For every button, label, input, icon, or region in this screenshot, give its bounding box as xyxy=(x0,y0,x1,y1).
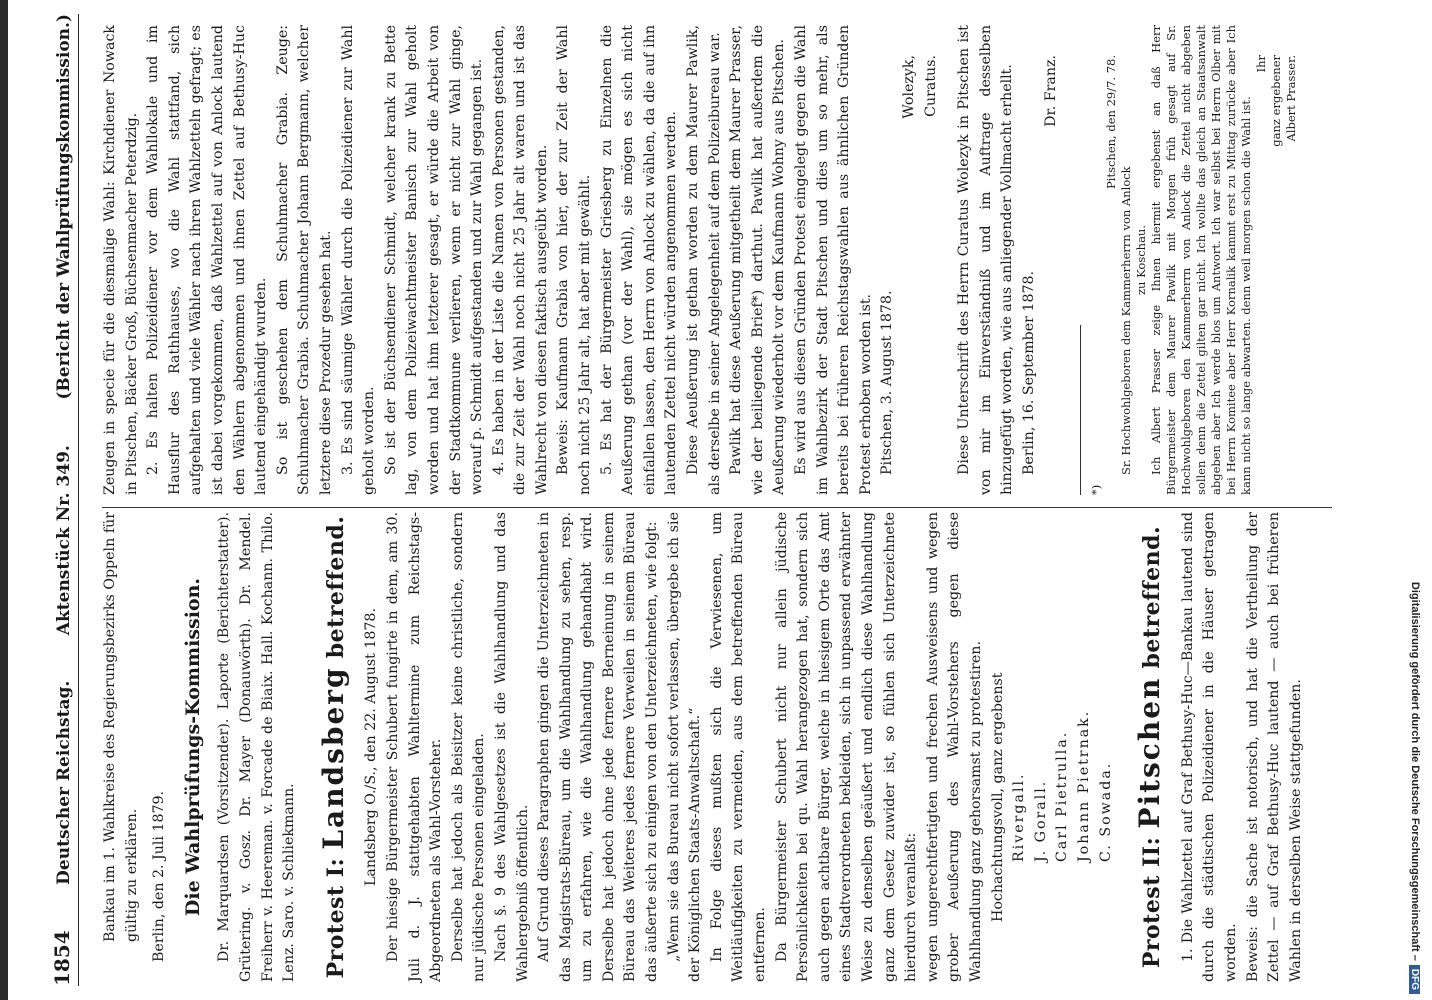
footnote-signer: Albert Prasser. xyxy=(1284,55,1299,142)
footnote-mark: *) xyxy=(1089,484,1104,495)
header-left: Deutscher Reichstag. xyxy=(54,680,74,885)
dfg-badge: DFG xyxy=(1410,965,1421,994)
footnote-body: Ich Albert Prasser zeige Ihnen hiermit ergebenst an daß Herr Bürgermeister dem Maurer Pawlik mit Morgen früh gesagt auf Sr. Hochwohlgeboren den Kammerherrn von Anlock die Zettel nicht abgeben sollen denn die Zettel gilten gar nicht. Ich wollte das gleich an Staatsanwalt abgeben aber Ich werde blos um Antwort. Ich war selbst bei Herrn Olber mit bei Herrn Komitee aber Herr Kornalik kammt erst zu Mittag zurücke aber Ich kann nicht so lange abwarten. denn weil morgen schon die Wahl ist. xyxy=(1149,25,1254,495)
footnote-date: Pitschen, den 29/7. 78. xyxy=(1104,55,1119,189)
protest2-para: 1. Die Wahlzettel auf Graf Bethusy-Huc—Bankau lautend sind durch die städtischen Polizeidiener in die Häuser getragen worden. xyxy=(1179,512,1239,982)
document-page xyxy=(20,0,1400,1000)
protest2-heading xyxy=(1133,512,1167,982)
signer: Carl Pietrulla. xyxy=(1054,730,1071,862)
protest2-para: So ist geschehen dem Schuhmacher Grabia. Zeuge: Schuhmacher Grabia. Schuhmacher Johann Bergmann, welcher letztere diese Prozedur gesehen hat. xyxy=(274,25,334,495)
protest1-para: In Folge dieses mußten sich die Verwiesenen, um Weitläufigkeiten zu vermeiden, aus dem betreffenden Büreau entfernen. xyxy=(708,512,769,982)
protest2-date: Pitschen, 3. August 1878. xyxy=(879,290,896,475)
header-center: Aktenstück Nr. 349. xyxy=(54,445,74,636)
protest1-para: Auf Grund dieses Paragraphen gingen die Unterzeichneten in das Magistrats-Büreau, um die Wahlhandlung zu sehen, resp. um zu erfahren, wie die Wahlhandlung gehandhabt wird. Derselbe hat jedoch ohne jede fernere Berneinung in seinem Büreau das Weiteres jedes fernere Verweilen in seinem Büreau das äußerte sich zu einigen von den Unterzeichneten, wie folgt: xyxy=(536,512,661,982)
protest2-para: 2. Es halten Polizeidiener vor dem Wahllokale und im Hausflur des Rathhauses, wo die Wahl stattfand, sich aufgehalten und viele Wähler nach ihren Wahlzetteln gefragt; es ist dabei vorgekommen, daß Wahlzettel auf von Anlock lautend den Wählern abgenommen und ihnen Zettel auf Bethusy-Huc lautend eingehändigt wurden. xyxy=(145,25,270,495)
protest1-closing: Hochachtungsvoll, ganz ergebenst xyxy=(989,672,1006,922)
protest1-suffix: betreffend. xyxy=(322,515,349,659)
column-divider xyxy=(102,507,1332,508)
header-right: (Bericht der Wahlprüfungskommission.) xyxy=(54,14,74,400)
footnote-closing: Ihr xyxy=(1254,55,1269,73)
footnote-addressee: Sr. Hochwohlgeboren dem Kammerherrn von Anlock xyxy=(1119,166,1134,475)
protest1-date: Landsberg O./S., den 22. August 1878. xyxy=(363,608,380,886)
signer: Rivergall. xyxy=(1011,772,1028,862)
date-line: Berlin, den 2. Juli 1879. xyxy=(151,790,168,962)
protest1-para: Da Bürgermeister Schubert nicht nur allein jüdische Persönlichkeiten bei qu. Wahl herangezogen hat, sondern sich auch gegen achtbare Bürger, welche in hiesigem Orte das Amt eines Stadtverordneten bekleiden, sich in unpassend erwähnter Weise zu denselben geäußert und endlich diese Wahlhandlung ganz dem Gesetz zuwider ist, so fühlen sich Unterzeichnete hierdurch veranlaßt: xyxy=(773,512,920,982)
protest2-para: So ist der Büchsendiener Schmidt, welcher krank zu Bette lag, von dem Polizeiwachtmeister Banisch zur Wahl geholt worden und hat ihm letzterer gesagt, er würde die Arbeit von der Stadtkommune verlieren, wenn er nicht zur Wahl ginge, worauf p. Schmidt aufgestanden und zur Wahl gegangen ist. xyxy=(382,25,486,495)
protest2-para: Zeugen in specie für die diesmalige Wahl: Kirchdiener Nowack in Pitschen, Bäcker Groß, Büchsenmacher Peterdzig. xyxy=(102,25,140,495)
commission-title: Die Wahlprüfungs-Kommission. xyxy=(181,577,204,917)
signer-name: Wolezyk, xyxy=(900,55,917,119)
footnote-closing: ganz ergebener xyxy=(1269,55,1284,147)
protest2-para: Pawlik hat diese Aeußerung mitgetheilt dem Maurer Prasser, wie der beiliegende Brief*) darthut. Pawlik hat außerdem die Aeußerung wiederholt vor dem Kaufmann Wohny aus Pitschen. xyxy=(728,25,788,495)
protest2-para: Beweis: die Sache ist notorisch, und hat die Vertheilung der Zettel — auf Graf Bethusy-Huc lautend — auch bei früheren Wahlen in derselben Weise stattgefunden. xyxy=(1244,512,1304,982)
protest1-para: Nach §. 9 des Wahlgesetzes ist die Wahlhandlung und das Wahlergebniß öffentlich. xyxy=(492,512,531,982)
commission-members: Dr. Marquardsen (Vorsitzender). Laporte (Berichterstatter). Grütering. v. Gosz. Dr. Mayer (Donauwörth). Dr. Mendel. Freiherr v. Heereman. v. Forcade de Biaix. Hall. Kochann. Thilo. Lenz. Saro. v. Schliekmann. xyxy=(216,512,298,982)
digitization-note-text: Digitalisierung gefördert durch die Deutsche Forschungsgemeinschaft – xyxy=(1409,581,1421,961)
left-column xyxy=(100,512,1307,982)
signer: J. Gorall. xyxy=(1032,779,1049,862)
protest1-heading xyxy=(316,512,350,982)
protest2-para: 5. Es hat der Bürgermeister Griesberg zu Einzelnen die Aeußerung gethan (vor der Wahl), sie mögen es sich nicht einfallen lassen, den Herrn von Anlock zu wählen, da die auf ihn lautenden Zettel nicht würden angenommen werden. xyxy=(598,25,680,495)
protest2-place: Pitschen xyxy=(1133,676,1167,829)
protest2-para: 4. Es haben in der Liste die Namen von Personen gestanden, die zur Zeit der Wahl noch nicht 25 Jahr alt waren und ist das Wahlrecht von diesen faktisch ausgeübt worden. xyxy=(490,25,550,495)
footnote-rule xyxy=(1080,325,1081,495)
protest1-label: Protest I: xyxy=(322,857,349,979)
protest1-para: Der hiesige Bürgermeister Schubert fungirte in dem, am 30. Juli d. J. stattgehabten Wahltermine zum Reichstags-Abgeordneten als Wahl-Vorsteher. xyxy=(384,512,445,982)
protest2-para: Es wird aus diesen Gründen Protest eingelegt gegen die Wahl im Wahlbezirk der Stadt Pitschen und dies um so mehr, als bereits bei früheren Reichstagswahlen aus ähnlichen Gründen Protest erhoben worden ist. xyxy=(793,25,874,495)
digitization-note xyxy=(1402,0,1428,1000)
signer-name: Dr. Franz. xyxy=(1042,55,1059,127)
page-number: 1854 xyxy=(50,930,74,986)
protest2-para: 3. Es sind säumige Wähler durch die Polizeidiener zur Wahl geholt worden. xyxy=(339,25,378,495)
protest1-para: Derselbe hat jedoch als Beisitzer keine christliche, sondern nur jüdische Personen eingeladen. xyxy=(449,512,488,982)
protest1-quote: „Wenn sie das Bureau nicht sofort verlassen, übergebe ich sie der Königlichen Staats-Anwaltschaft.“ xyxy=(665,512,704,982)
footnote xyxy=(1089,25,1299,495)
protest2-para: Beweis: Kaufmann Grabia von hier, der zur Zeit der Wahl noch nicht 25 Jahr alt, hat aber mit gewählt. xyxy=(555,25,594,495)
protest2-para: Diese Aeußerung ist gethan worden zu dem Maurer Pawlik, als derselbe in seiner Angelegenheit auf dem Polizeibureau war. xyxy=(685,25,723,495)
protest1-signers xyxy=(1009,512,1117,982)
signer-role: Curatus. xyxy=(922,55,939,117)
protest1-place: Landsberg xyxy=(316,666,350,850)
berlin-date: Berlin, 16. September 1878. xyxy=(1020,270,1037,475)
signer: Johann Pietrnak. xyxy=(1075,709,1092,862)
protest2-suffix: betreffend. xyxy=(1139,525,1166,669)
right-column xyxy=(100,25,1299,495)
page-header xyxy=(38,14,79,986)
footnote-addressee-place: zu Koschau. xyxy=(1134,225,1149,295)
protest2-label: Protest II: xyxy=(1139,836,1166,969)
scan-edge xyxy=(0,0,8,1000)
protest2-para: Diese Unterschrift des Herrn Curatus Wolezyk in Pitschen ist von mir im Einverständniß und im Auftrage desselben hinzugefügt worden, wie aus anliegender Vollmacht erhellt. xyxy=(956,25,1016,495)
signer: C. Sowada. xyxy=(1097,761,1114,862)
protest1-para: wegen ungerechtfertigten und frechen Ausweisens und wegen grober Aeußerung des Wahl-Vorstehers gegen diese Wahlhandlung ganz gehorsamst zu protestiren. xyxy=(924,512,984,982)
intro-text: Bankau im 1. Wahlkreise des Regierungsbezirks Oppeln für gültig zu erklären. xyxy=(102,512,140,942)
